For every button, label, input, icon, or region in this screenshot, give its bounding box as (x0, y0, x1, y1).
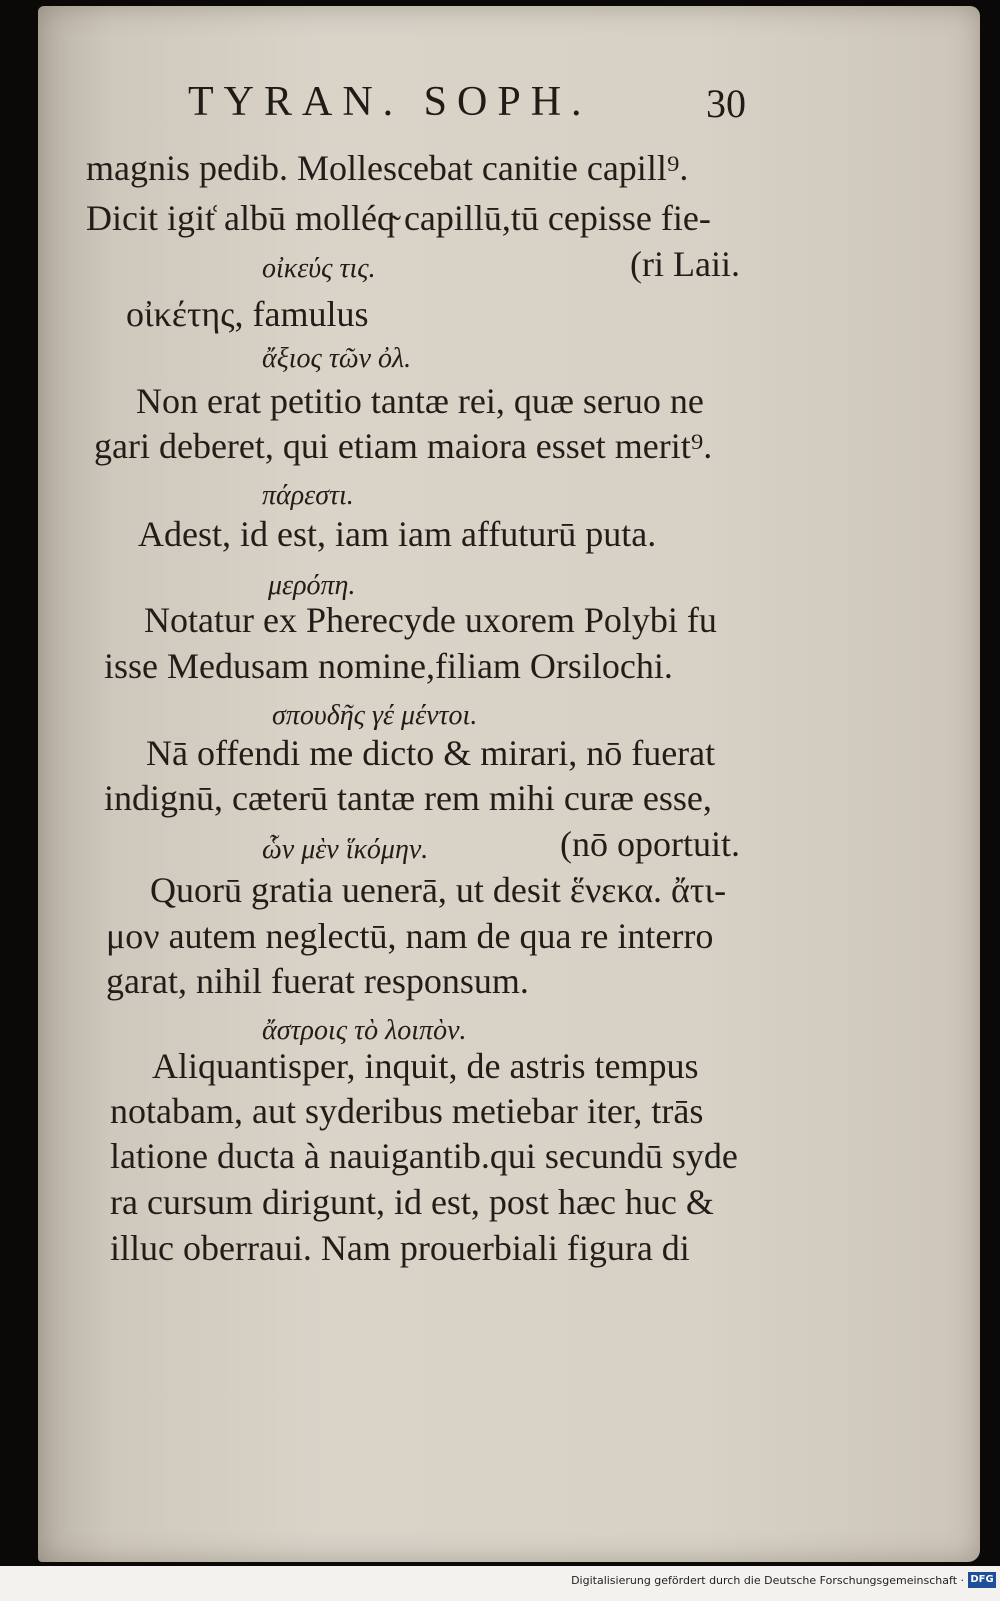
greek-gloss: μερόπη. (268, 570, 356, 601)
greek-gloss: οἰκεύς τις. (262, 253, 376, 284)
text-line: indignū, cæterū tantæ rem mihi curæ esse, (104, 778, 712, 818)
greek-gloss: ὧν μὲν ἵκόμην. (262, 834, 429, 865)
text-line: magnis pedib. Mollescebat canitie capill⁹. (86, 148, 689, 188)
text-line: (nō oportuit. (560, 824, 740, 864)
text-line: latione ducta à nauigantib.qui secundū syde (110, 1136, 738, 1176)
text-line: μον autem neglectū, nam de qua re interro (106, 916, 714, 956)
text-line: Quorū gratia uenerā, ut desit ἕνεκα. ἄτι- (150, 870, 727, 910)
text-line: isse Medusam nomine,filiam Orsilochi. (104, 646, 673, 686)
greek-gloss: πάρεστι. (262, 480, 354, 511)
page-number: 30 (706, 81, 746, 126)
greek-gloss: ἄξιος τῶν ὀλ. (262, 343, 412, 374)
text-line: gari deberet, qui etiam maiora esset merit⁹. (94, 426, 713, 466)
text-line: illuc oberraui. Nam prouerbiali figura di (110, 1228, 690, 1268)
text-line: ra cursum dirigunt, id est, post hæc huc & (110, 1182, 714, 1222)
text-line: οἰκέτης, famulus (126, 294, 369, 334)
text-line: Non erat petitio tantæ rei, quæ seruo ne (136, 381, 704, 421)
book-page (38, 6, 980, 1562)
footer-bar (0, 1566, 1000, 1601)
text-line: Dicit igit͑ albū molléq̴ capillū,tū cepisse fie- (86, 198, 711, 238)
greek-gloss: ἄστροις τὸ λοιπὸν. (262, 1015, 467, 1046)
text-line: notabam, aut syderibus metiebar iter, trās (110, 1091, 704, 1131)
text-line: (ri Laii. (630, 244, 740, 284)
text-line: Adest, id est, iam iam affuturū puta. (138, 514, 657, 554)
digitization-credit: Digitalisierung gefördert durch die Deutsche Forschungsgemeinschaft · (571, 1574, 964, 1587)
text-line: Notatur ex Pherecyde uxorem Polybi fu (144, 600, 717, 640)
dfg-logo: DFG (968, 1572, 996, 1588)
text-line: garat, nihil fuerat responsum. (106, 961, 529, 1001)
text-line: Nā offendi me dicto & mirari, nō fuerat (146, 733, 716, 773)
greek-gloss: σπουδῆς γέ μέντοι. (272, 700, 478, 731)
text-line: Aliquantisper, inquit, de astris tempus (152, 1046, 699, 1086)
running-head: TYRAN. SOPH. (188, 79, 592, 125)
